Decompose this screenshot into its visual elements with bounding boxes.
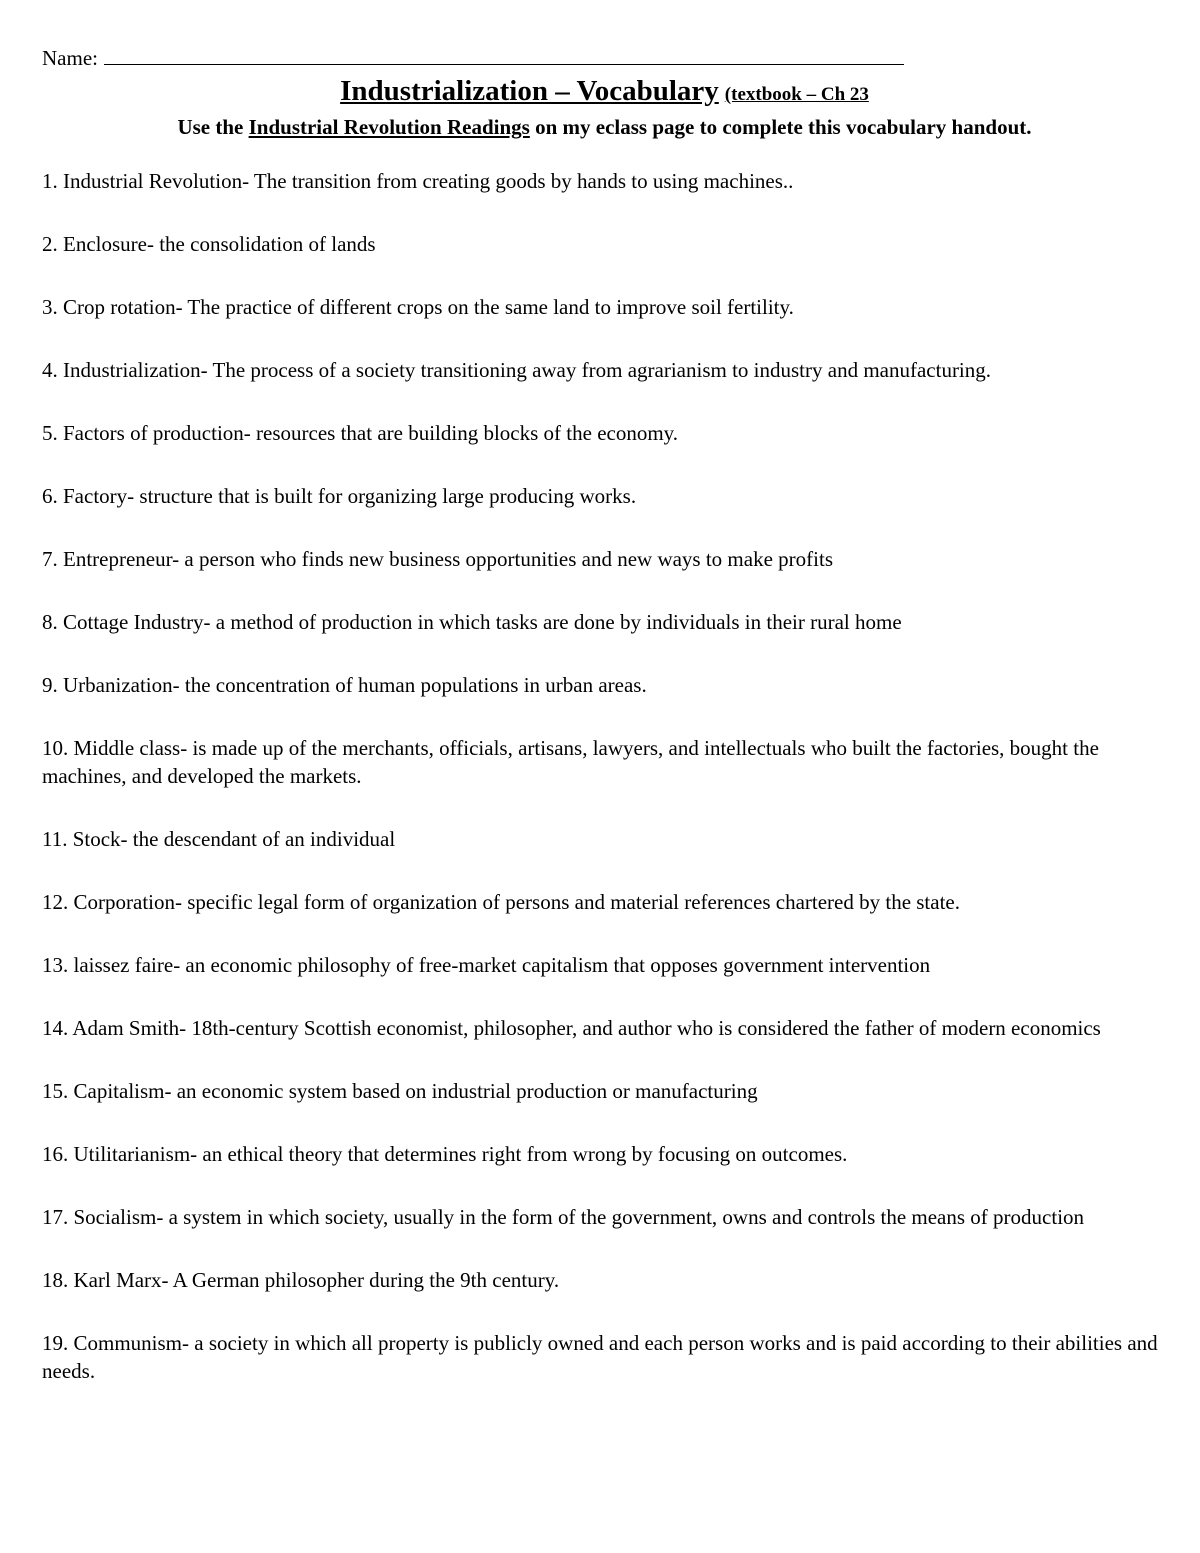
vocab-term-8: 8. Cottage Industry- a method of production in which tasks are done by individuals in their rural home — [42, 610, 902, 634]
vocab-term-13: 13. laissez faire- an economic philosophy of free-market capitalism that opposes government intervention — [42, 953, 931, 977]
vocab-term-6: 6. Factory- structure that is built for organizing large producing works. — [42, 484, 637, 508]
vocab-term-3: 3. Crop rotation- The practice of different crops on the same land to improve soil fertility. — [42, 295, 794, 319]
vocab-term-4: 4. Industrialization- The process of a society transitioning away from agrarianism to industry and manufacturing. — [42, 358, 992, 382]
instructions-before: Use the — [177, 115, 249, 139]
name-row — [42, 44, 1167, 72]
vocab-term-1: 1. Industrial Revolution- The transition from creating goods by hands to using machines.. — [42, 169, 794, 193]
vocab-term-16: 16. Utilitarianism- an ethical theory that determines right from wrong by focusing on outcomes. — [42, 1142, 848, 1166]
vocab-term-2: 2. Enclosure- the consolidation of lands — [42, 232, 376, 256]
title-row — [42, 74, 1167, 113]
vocab-term-10: 10. Middle class- is made up of the merchants, officials, artisans, lawyers, and intellectuals who built the factories, bought the machines, and developed the markets. — [42, 736, 1099, 788]
vocab-term-12: 12. Corporation- specific legal form of organization of persons and material references chartered by the state. — [42, 890, 960, 914]
vocab-term-7: 7. Entrepreneur- a person who finds new business opportunities and new ways to make profits — [42, 547, 833, 571]
vocab-term-9: 9. Urbanization- the concentration of human populations in urban areas. — [42, 673, 647, 697]
vocab-term-19: 19. Communism- a society in which all property is publicly owned and each person works and is paid according to their abilities and needs. — [42, 1331, 1158, 1383]
instructions — [42, 113, 1167, 141]
vocab-term-15: 15. Capitalism- an economic system based on industrial production or manufacturing — [42, 1079, 758, 1103]
name-blank-line — [104, 46, 904, 65]
document-page — [42, 44, 1167, 1420]
vocab-term-5: 5. Factors of production- resources that are building blocks of the economy. — [42, 421, 679, 445]
vocab-term-11: 11. Stock- the descendant of an individual — [42, 827, 396, 851]
vocab-term-18: 18. Karl Marx- A German philosopher during the 9th century. — [42, 1268, 560, 1292]
vocab-term-17: 17. Socialism- a system in which society, usually in the form of the government, owns and controls the means of production — [42, 1205, 1085, 1229]
title-note: (textbook – Ch 23 — [724, 84, 869, 105]
instructions-after: on my eclass page to complete this vocabulary handout. — [529, 115, 1032, 139]
readings-link: Industrial Revolution Readings — [248, 115, 530, 139]
vocab-term-14: 14. Adam Smith- 18th-century Scottish economist, philosopher, and author who is considered the father of modern economics — [42, 1016, 1101, 1040]
name-label: Name: — [42, 46, 98, 70]
page-title: Industrialization – Vocabulary — [340, 75, 719, 107]
vocabulary-list — [42, 167, 1167, 1385]
